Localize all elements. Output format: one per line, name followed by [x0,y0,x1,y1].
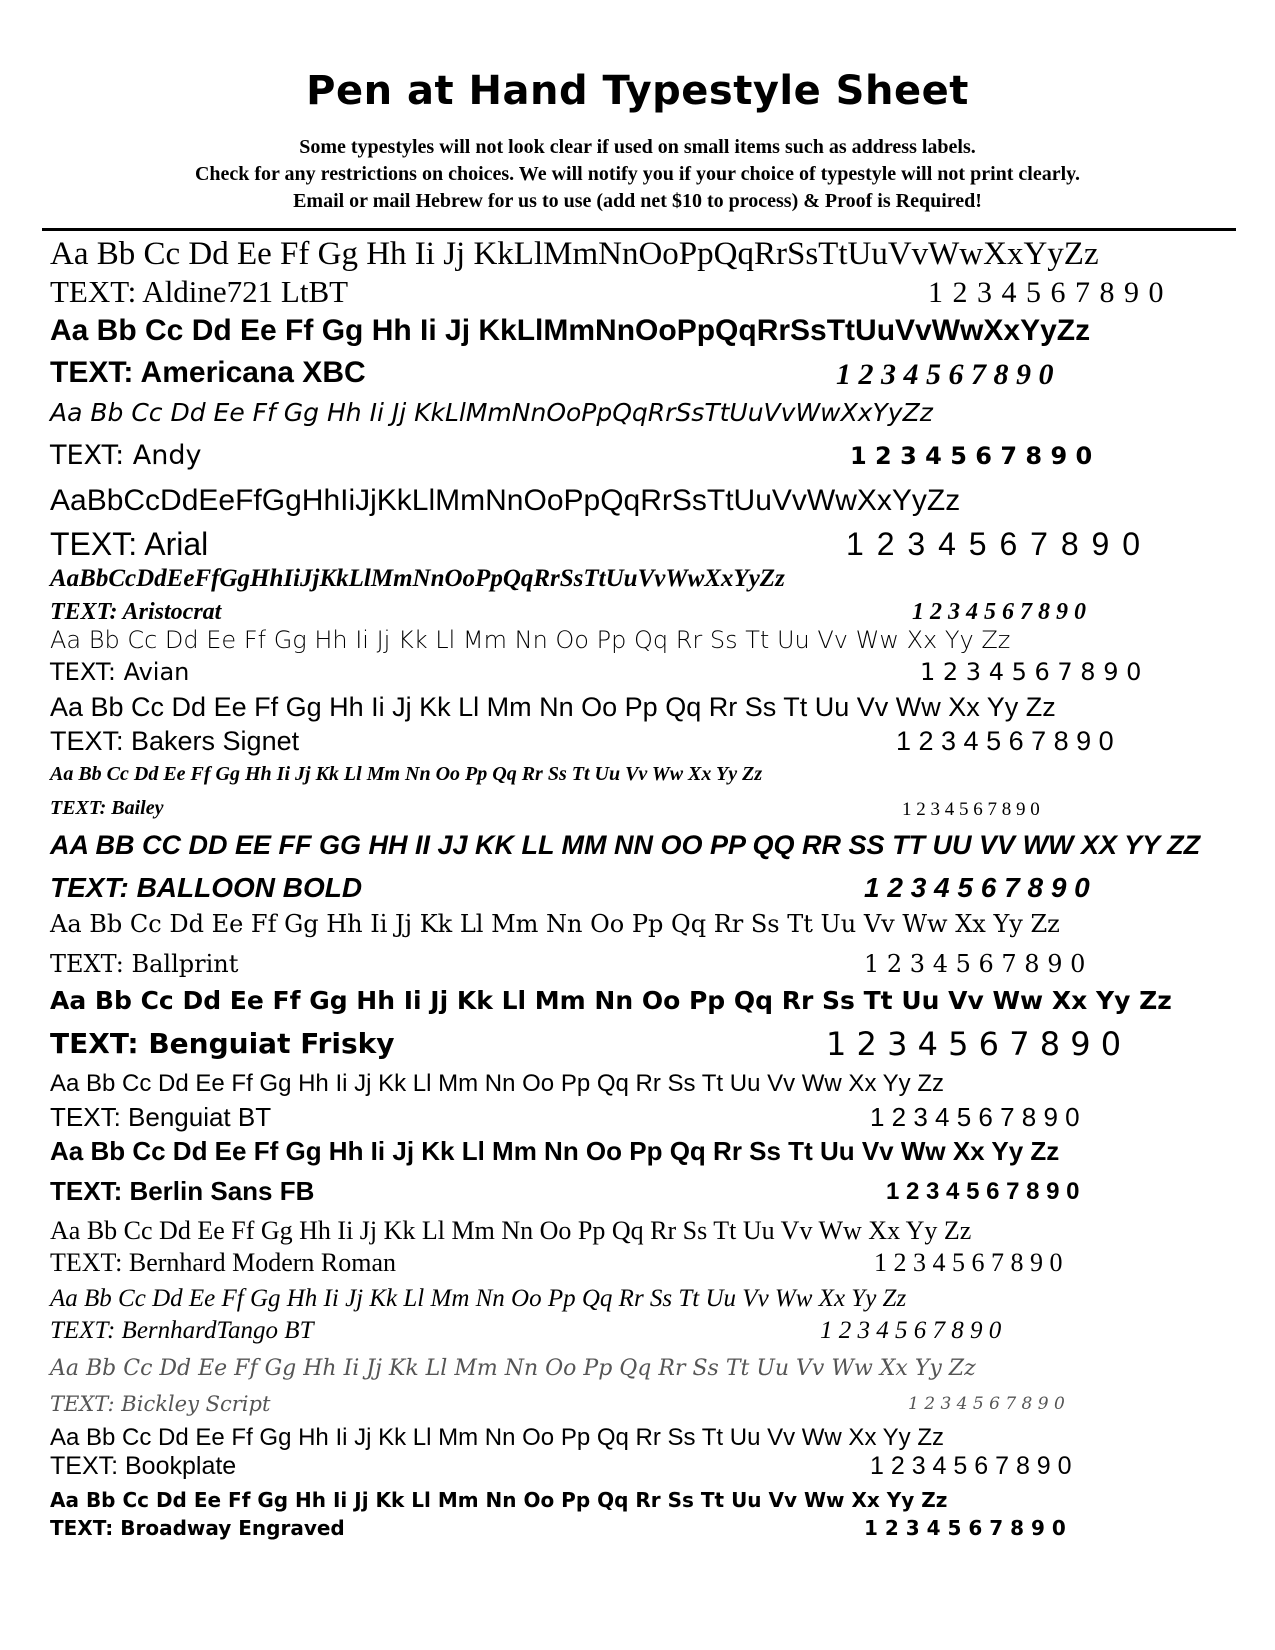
sample-berlin-sans [50,1138,1230,1212]
sample-bickley-script [50,1358,1230,1424]
sample-label: TEXT: Bickley Script [50,1392,271,1416]
sample-numbers: 1 2 3 4 5 6 7 8 9 0 [908,1394,1065,1414]
sample-bakers-signet [50,694,1230,760]
sample-bernhard-modern [50,1218,1230,1284]
sample-label: TEXT: Bernhard Modern Roman [50,1248,397,1277]
note-line: Email or mail Hebrew for us to use (add net $10 to process) & Proof is Required! [293,190,982,212]
page-title: Pen at Hand Typestyle Sheet [306,68,969,114]
sample-label: TEXT: Avian [50,658,190,686]
sample-balloon-bold [50,832,1230,912]
notes-block [0,134,1275,215]
sample-numbers: 1 2 3 4 5 6 7 8 9 0 [896,726,1114,756]
sample-numbers: 1 2 3 4 5 6 7 8 9 0 [820,1317,1002,1344]
sample-alphabet: Aa Bb Cc Dd Ee Ff Gg Hh Ii Jj Kk Ll Mm Nn Oo Pp Qq Rr Ss Tt Uu Vv Ww Xx Yy Zz [50,1216,972,1245]
sample-label: TEXT: Aldine721 LtBT [50,274,349,309]
sample-numbers: 1 2 3 4 5 6 7 8 9 0 [864,872,1090,903]
sample-alphabet: AaBbCcDdEeFfGgHhIiJjKkLlMmNnOoPpQqRrSsTtUuVvWwXxYyZz [50,565,785,592]
sample-alphabet: Aa Bb Cc Dd Ee Ff Gg Hh Ii Jj Kk Ll Mm Nn Oo Pp Qq Rr Ss Tt Uu Vv Ww Xx Yy Zz [50,1285,907,1312]
sample-numbers: 1 2 3 4 5 6 7 8 9 0 [864,950,1086,978]
sample-numbers: 1 2 3 4 5 6 7 8 9 0 [850,442,1093,470]
sample-numbers: 1 2 3 4 5 6 7 8 9 0 [864,1516,1066,1540]
sample-label: TEXT: Benguiat BT [50,1102,272,1132]
sample-numbers: 1 2 3 4 5 6 7 8 9 0 [874,1248,1063,1277]
sample-label: TEXT: Bakers Signet [50,726,300,756]
sample-numbers: 1 2 3 4 5 6 7 8 9 0 [902,799,1040,820]
sample-alphabet: Aa Bb Cc Dd Ee Ff Gg Hh Ii Jj KkLlMmNnOoPpQqRrSsTtUuVvWwXxYyZz [50,314,1091,347]
sample-benguiat-bt [50,1072,1230,1138]
sample-alphabet: Aa Bb Cc Dd Ee Ff Gg Hh Ii Jj KkLlMmNnOoPpQqRrSsTtUuVvWwXxYyZz [50,398,933,427]
sample-bailey [50,764,1230,824]
sample-alphabet: Aa Bb Cc Dd Ee Ff Gg Hh Ii Jj Kk Ll Mm Nn Oo Pp Qq Rr Ss Tt Uu Vv Ww Xx Yy Zz [50,763,763,785]
sample-alphabet: Aa Bb Cc Dd Ee Ff Gg Hh Ii Jj KkLlMmNnOoPpQqRrSsTtUuVvWwXxYyZz [50,236,1099,272]
sample-numbers: 1 2 3 4 5 6 7 8 9 0 [912,599,1086,625]
sample-avian [50,628,1230,688]
sample-label: TEXT: Arial [50,526,209,562]
sample-label: TEXT: Andy [50,440,202,471]
sample-arial [50,486,1230,566]
sample-label: TEXT: Benguiat Frisky [50,1027,395,1060]
sample-broadway-engraved [50,1490,1230,1550]
sample-ballprint [50,912,1230,982]
sample-numbers: 1 2 3 4 5 6 7 8 9 0 [846,526,1142,562]
sample-numbers: 1 2 3 4 5 6 7 8 9 0 [836,358,1054,391]
sample-label: TEXT: Americana XBC [50,356,366,389]
sample-alphabet: Aa Bb Cc Dd Ee Ff Gg Hh Ii Jj Kk Ll Mm Nn Oo Pp Qq Rr Ss Tt Uu Vv Ww Xx Yy Zz [50,1070,945,1097]
sample-label: TEXT: Aristocrat [50,599,222,625]
sample-aldine721 [50,238,1230,310]
sample-andy [50,400,1230,480]
sample-label: TEXT: Bailey [50,797,164,819]
sample-alphabet: Aa Bb Cc Dd Ee Ff Gg Hh Ii Jj Kk Ll Mm Nn Oo Pp Qq Rr Ss Tt Uu Vv Ww Xx Yy Zz [50,1424,945,1451]
sample-label: TEXT: Berlin Sans FB [50,1176,315,1206]
sample-numbers: 1 2 3 4 5 6 7 8 9 0 [886,1178,1080,1205]
sample-aristocrat [50,566,1230,626]
sample-americana [50,316,1230,396]
sample-numbers: 1 2 3 4 5 6 7 8 9 0 [920,658,1142,686]
sample-alphabet: Aa Bb Cc Dd Ee Ff Gg Hh Ii Jj Kk Ll Mm Nn Oo Pp Qq Rr Ss Tt Uu Vv Ww Xx Yy Zz [50,626,1011,654]
sample-label: TEXT: Broadway Engraved [50,1516,345,1540]
note-line: Check for any restrictions on choices. We will notify you if your choice of typestyle will not print clearly. [194,163,1081,185]
header-divider [42,228,1236,231]
sample-numbers: 1 2 3 4 5 6 7 8 9 0 [870,1102,1080,1132]
sample-benguiat-frisky [50,988,1230,1068]
note-line: Some typestyles will not look clear if used on small items such as address labels. [299,136,976,158]
sample-alphabet: Aa Bb Cc Dd Ee Ff Gg Hh Ii Jj Kk Ll Mm Nn Oo Pp Qq Rr Ss Tt Uu Vv Ww Xx Yy Zz [50,692,1056,722]
sample-bookplate [50,1426,1230,1486]
sample-label: TEXT: BALLOON BOLD [50,872,363,903]
sample-alphabet: Aa Bb Cc Dd Ee Ff Gg Hh Ii Jj Kk Ll Mm Nn Oo Pp Qq Rr Ss Tt Uu Vv Ww Xx Yy Zz [50,1136,1060,1166]
sample-alphabet: Aa Bb Cc Dd Ee Ff Gg Hh Ii Jj Kk Ll Mm Nn Oo Pp Qq Rr Ss Tt Uu Vv Ww Xx Yy Zz [50,986,1172,1015]
sample-alphabet: Aa Bb Cc Dd Ee Ff Gg Hh Ii Jj Kk Ll Mm Nn Oo Pp Qq Rr Ss Tt Uu Vv Ww Xx Yy Zz [50,1488,948,1512]
sample-alphabet: AA BB CC DD EE FF GG HH II JJ KK LL MM NN OO PP QQ RR SS TT UU VV WW XX YY ZZ [50,830,1201,860]
sample-alphabet: Aa Bb Cc Dd Ee Ff Gg Hh Ii Jj Kk Ll Mm Nn Oo Pp Qq Rr Ss Tt Uu Vv Ww Xx Yy Zz [50,910,1060,938]
sample-label: TEXT: Ballprint [50,950,239,978]
sample-alphabet: AaBbCcDdEeFfGgHhIiJjKkLlMmNnOoPpQqRrSsTtUuVvWwXxYyZz [50,484,961,517]
sample-label: TEXT: BernhardTango BT [50,1317,314,1344]
sample-alphabet: Aa Bb Cc Dd Ee Ff Gg Hh Ii Jj Kk Ll Mm Nn Oo Pp Qq Rr Ss Tt Uu Vv Ww Xx Yy Zz [50,1356,976,1381]
sample-numbers: 1 2 3 4 5 6 7 8 9 0 [928,276,1165,309]
sample-numbers: 1 2 3 4 5 6 7 8 9 0 [826,1025,1122,1063]
sample-numbers: 1 2 3 4 5 6 7 8 9 0 [870,1452,1072,1480]
sample-label: TEXT: Bookplate [50,1452,237,1480]
sample-bernhard-tango [50,1286,1230,1352]
